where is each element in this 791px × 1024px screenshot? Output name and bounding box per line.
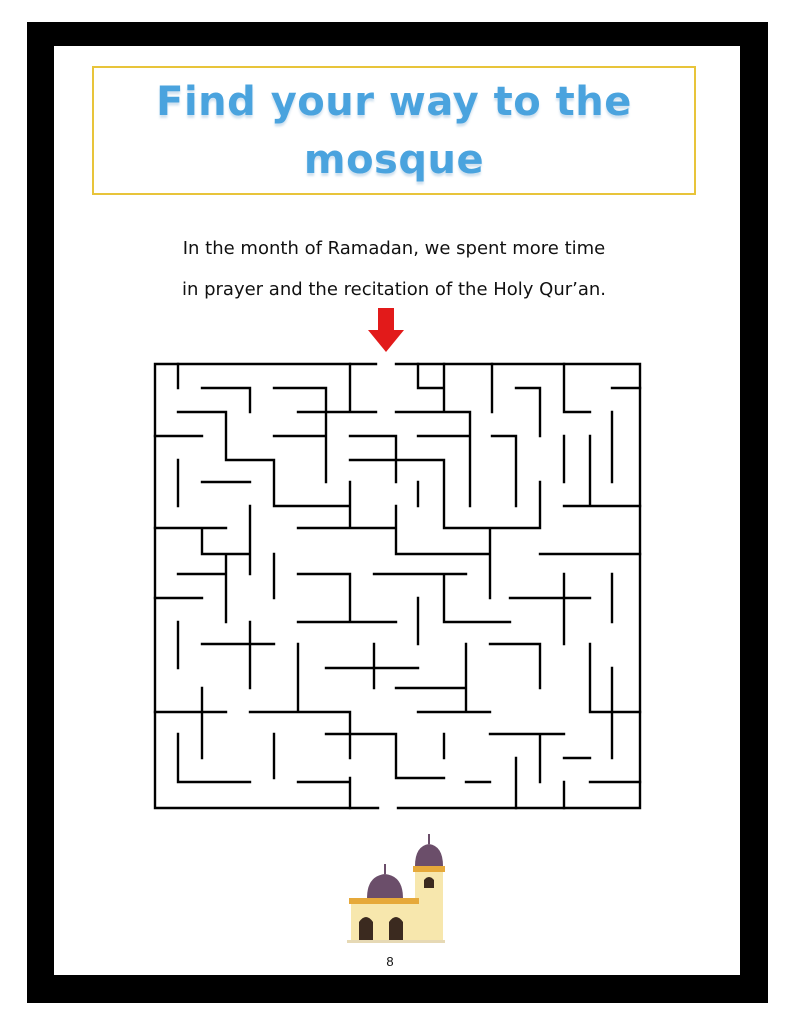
page-number: 8 [386, 954, 394, 969]
maze-border [155, 364, 640, 808]
maze-walls [155, 364, 640, 808]
intro-line-2: in prayer and the recitation of the Holy Qur’an. [181, 279, 607, 300]
title-box [92, 66, 696, 195]
intro-line-1: In the month of Ramadan, we spent more time [182, 238, 606, 259]
mosque-icon [345, 832, 449, 944]
down-arrow-icon [366, 308, 406, 354]
intro-text [120, 228, 668, 310]
page-title: Find your way to the mosque [156, 78, 632, 183]
maze[interactable] [150, 358, 644, 814]
